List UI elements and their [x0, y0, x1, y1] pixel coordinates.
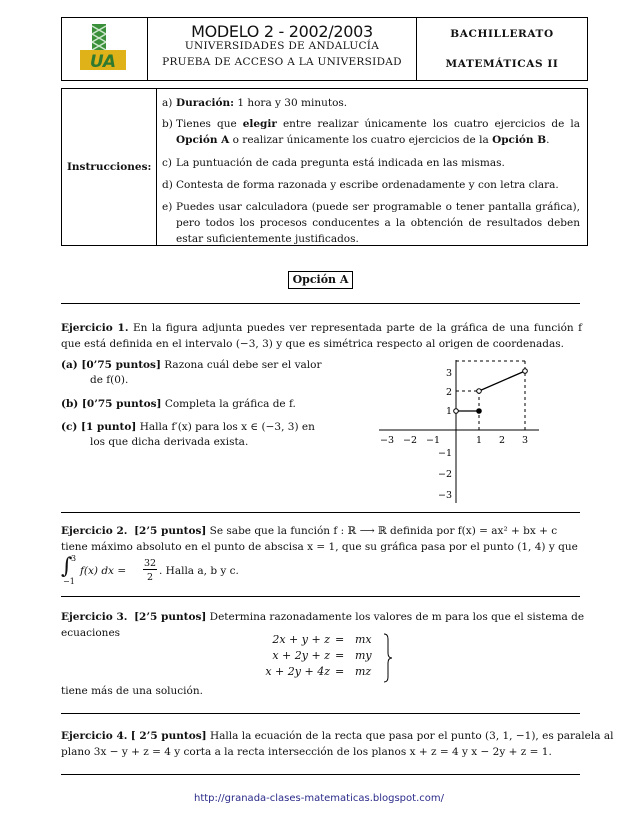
exercise-1c-cont: los que dicha derivada exista.: [90, 436, 249, 448]
divider: [61, 774, 580, 775]
eq-1-rhs: mx: [355, 633, 372, 646]
divider: [61, 596, 580, 597]
exercise-1c: (c) [1 punto] Halla f′(x) para los x ∈ (−3, 3) en: [61, 421, 315, 433]
closed-point-1-1: [477, 409, 482, 414]
exercise-4-line-1: Ejercicio 4. [ 2’5 puntos] Halla la ecuación de la recta que pasa por el punto (3, 1, −1), es paralela al: [61, 730, 614, 742]
logo-cell: [62, 18, 148, 80]
exercise-3-line-1: Ejercicio 3. [2’5 puntos] Determina razonadamente los valores de m para los que el sistema de: [61, 611, 585, 623]
instruction-b: b) Tienes que elegir entre realizar únicamente los cuatro ejercicios de la Opción A o realizar únicamente los cuatro ejercicios de la Opción B.: [162, 118, 580, 146]
y-tick-label: 3: [445, 368, 452, 379]
open-point-1-2: [477, 389, 482, 394]
eq-3-eq: =: [335, 665, 345, 678]
exercise-2-integral: [61, 556, 321, 588]
x-tick-label: −3: [379, 435, 395, 446]
eq-1-lhs: 2x + y + z: [272, 633, 330, 646]
eq-2-lhs: x + 2y + z: [272, 649, 330, 662]
x-tick-label: −2: [402, 435, 418, 446]
university-logo: [72, 22, 134, 74]
exercise-1b: (b) [0’75 puntos] Completa la gráfica de f.: [61, 398, 296, 410]
y-tick-label: 1: [445, 406, 452, 417]
model-title: MODELO 2 - 2002/2003: [191, 22, 373, 41]
exercise-2-line-1: Ejercicio 2. [2’5 puntos] Se sabe que la función f : ℝ ⟶ ℝ definida por f(x) = ax² + bx + c: [61, 525, 558, 537]
eq-2-eq: =: [335, 649, 345, 662]
divider: [61, 512, 580, 513]
exercise-3-line-3: tiene más de una solución.: [61, 685, 203, 697]
instruction-d: d) Contesta de forma razonada y escribe ordenadamente y con letra clara.: [162, 179, 559, 191]
exercise-4-line-2: plano 3x − y + z = 4 y corta a la recta intersección de los planos x + z = 4 y x − 2y + z = 1.: [61, 746, 552, 758]
svg-text:UA: UA: [89, 52, 117, 72]
y-tick-label: −2: [437, 469, 452, 480]
divider: [61, 303, 580, 304]
exercise-3-line-2: ecuaciones: [61, 627, 121, 639]
right-brace: [383, 633, 393, 683]
eq-3-rhs: mz: [355, 665, 372, 678]
university-name: UNIVERSIDADES DE ANDALUCÍA: [184, 40, 380, 52]
exercise-1-statement: Ejercicio 1. En la figura adjunta puedes ver representada parte de la gráfica de una función f que está definida en el intervalo (−3, 3) y que es simétrica respecto al origen de coordenadas.: [61, 322, 582, 350]
eq-2-rhs: my: [355, 649, 372, 662]
instructions-box: [61, 88, 588, 246]
equation-system: [255, 633, 395, 683]
integral-sign: ∫: [61, 554, 73, 579]
x-tick-label: 1: [475, 435, 483, 446]
segment-linear: [479, 371, 525, 391]
instruction-a: a) Duración: 1 hora y 30 minutos.: [162, 97, 348, 109]
eq-3-lhs: x + 2y + 4z: [265, 665, 330, 678]
instructions-label: Instrucciones:: [67, 161, 152, 173]
footer-link[interactable]: http://granada-clases-matematicas.blogspot.com/: [194, 793, 444, 804]
exercise-1a-cont: de f(0).: [90, 374, 129, 386]
fraction-denominator: 2: [146, 572, 154, 583]
subject-label: MATEMÁTICAS II: [445, 58, 559, 70]
y-tick-label: −3: [437, 490, 452, 501]
option-label: Opción A: [288, 271, 353, 289]
integral-upper: 3: [71, 554, 77, 563]
x-tick-label: 3: [521, 435, 529, 446]
level-cell: [417, 18, 587, 80]
x-tick-label: −1: [425, 435, 441, 446]
instruction-e: e) Puedes usar calculadora (puede ser programable o tener pantalla gráfica), pero todos los procesos conducentes a la obtención de resultados deben estar suficientemente justificados.: [162, 201, 580, 245]
title-cell: [148, 18, 417, 80]
header-box: [61, 17, 588, 81]
open-point-3-3: [523, 369, 528, 374]
open-point-0-1: [454, 409, 459, 414]
exercise-2-line-2: tiene máximo absoluto en el punto de abscisa x = 1, que su gráfica pasa por el punto (1, 4) y que: [61, 541, 578, 553]
eq-1-eq: =: [335, 633, 345, 646]
function-graph: [374, 358, 544, 506]
exercise-2-end: . Halla a, b y c.: [159, 565, 239, 577]
y-tick-label: −1: [437, 448, 452, 459]
test-name: PRUEBA DE ACCESO A LA UNIVERSIDAD: [162, 56, 402, 68]
integrand: f(x) dx =: [80, 565, 127, 577]
exercise-1a: (a) [0’75 puntos] Razona cuál debe ser el valor: [61, 359, 322, 371]
instruction-c: c) La puntuación de cada pregunta está indicada en las mismas.: [162, 157, 505, 169]
level-label: BACHILLERATO: [450, 28, 554, 40]
divider: [61, 713, 580, 714]
y-tick-label: 2: [445, 387, 452, 398]
fraction-numerator: 32: [143, 558, 157, 569]
instructions-label-cell: [62, 89, 157, 245]
integral-lower: −1: [63, 577, 75, 586]
x-tick-label: 2: [498, 435, 506, 446]
